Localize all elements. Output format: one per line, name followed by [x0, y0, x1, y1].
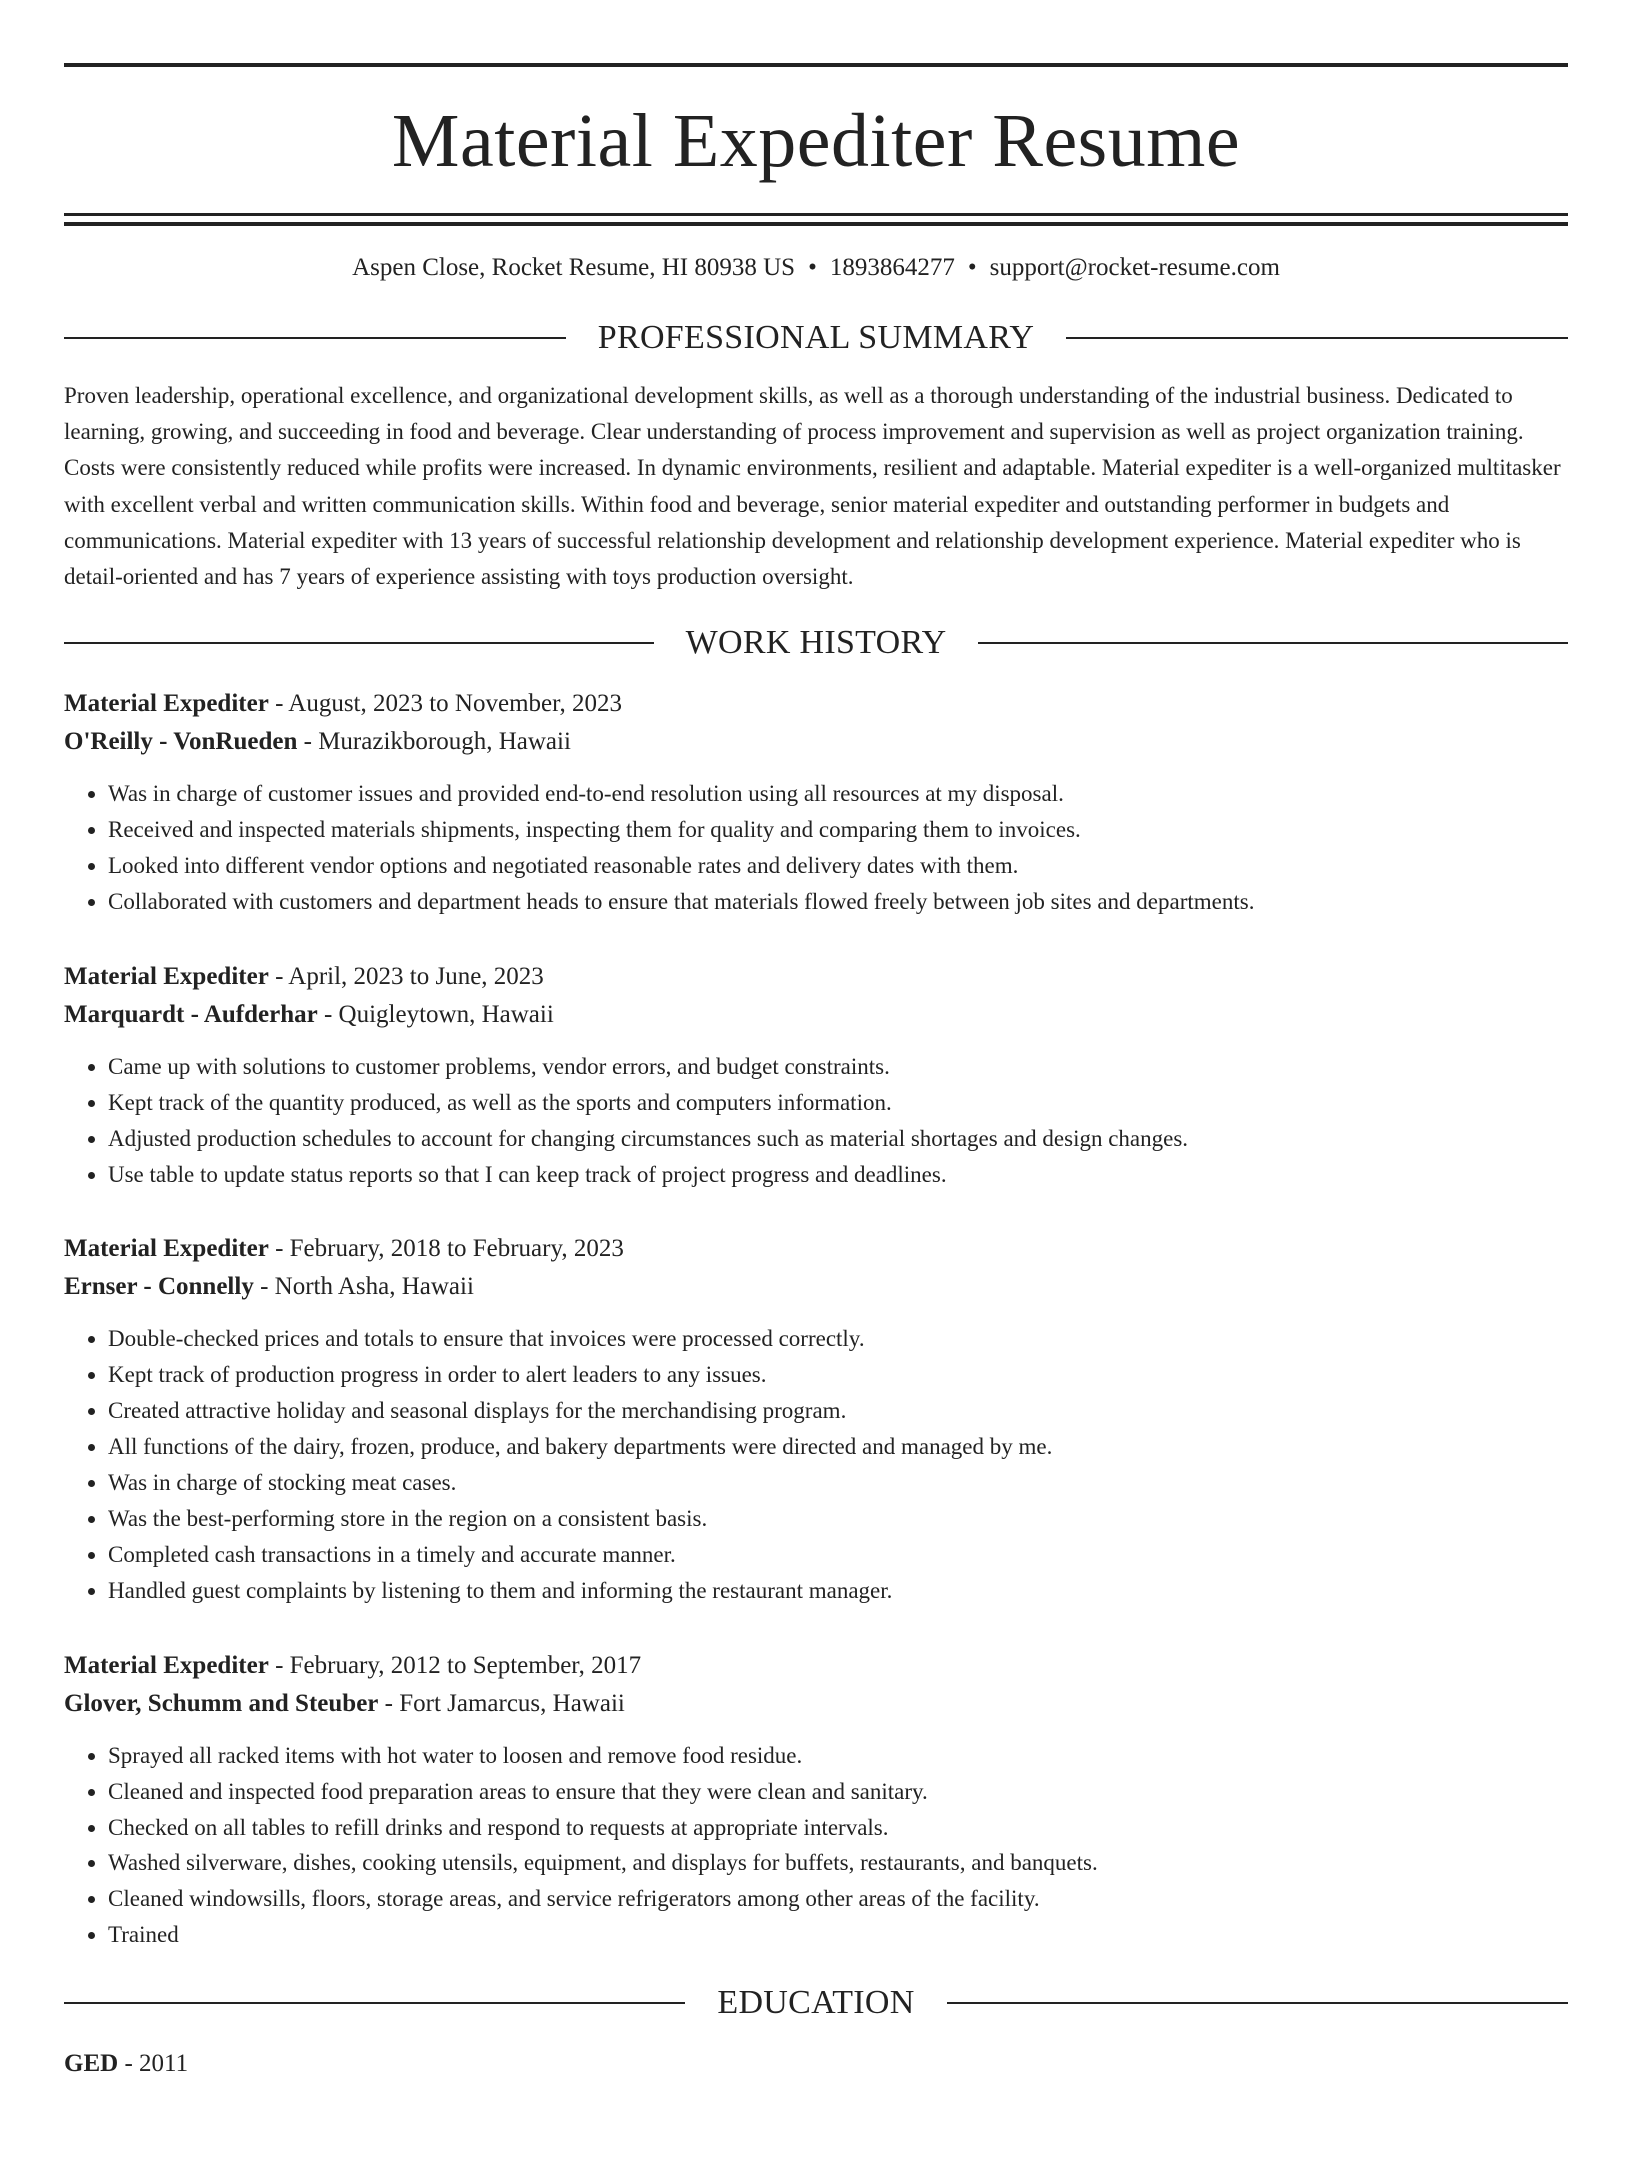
top-rule: [64, 63, 1568, 67]
job-duty-item: • Handled guest complaints by listening to them and informing the restaurant manager.: [108, 1573, 1568, 1609]
job-duty-item: • Use table to update status reports so that I can keep track of project progress and deadlines.: [108, 1157, 1568, 1193]
job-location: - Murazikborough, Hawaii: [297, 728, 571, 756]
contact-phone: 1893864277: [829, 254, 955, 281]
job-list: [64, 685, 1568, 1953]
job-duties-list: [64, 1321, 1568, 1608]
job-duties-list: [64, 1049, 1568, 1193]
job-duty-item: • Completed cash transactions in a timely and accurate manner.: [108, 1537, 1568, 1573]
job-duty-item: • Was the best-performing store in the region on a consistent basis.: [108, 1501, 1568, 1537]
job-company: Glover, Schumm and Steuber: [64, 1689, 379, 1717]
education-heading: [64, 1983, 1568, 2023]
job-duty-item: • Sprayed all racked items with hot water to loosen and remove food residue.: [108, 1738, 1568, 1774]
job-location: - Quigleytown, Hawaii: [317, 1000, 554, 1028]
job-duty-item: • Created attractive holiday and seasonal displays for the merchandising program.: [108, 1393, 1568, 1429]
contact-line: [64, 252, 1568, 284]
heading-rule-right: [947, 2002, 1568, 2004]
job-title: Material Expediter: [64, 1651, 269, 1679]
education-heading-label: EDUCATION: [717, 1984, 915, 2022]
heading-rule-right: [978, 642, 1568, 644]
contact-address: Aspen Close, Rocket Resume, HI 80938 US: [352, 254, 796, 281]
job-dates: - February, 2018 to February, 2023: [268, 1235, 624, 1263]
job-duty-item: • Cleaned and inspected food preparation areas to ensure that they were clean and sanitary.: [108, 1774, 1568, 1810]
job-duty-item: • Trained: [108, 1917, 1568, 1953]
job-company-line: [64, 1685, 1568, 1723]
contact-email: support@rocket-resume.com: [989, 254, 1280, 281]
job-duty-item: • Received and inspected materials shipments, inspecting them for quality and comparing them to invoices.: [108, 812, 1568, 848]
job-title-line: [64, 958, 1568, 996]
job-company: Ernser - Connelly: [64, 1273, 254, 1301]
work-history-heading: [64, 623, 1568, 663]
job-title-line: [64, 1230, 1568, 1268]
job-location: - North Asha, Hawaii: [253, 1273, 474, 1301]
job-company: Marquardt - Aufderhar: [64, 1000, 318, 1028]
job-duty-item: • Looked into different vendor options and negotiated reasonable rates and delivery dates with them.: [108, 848, 1568, 884]
job-title-line: [64, 1647, 1568, 1685]
job-duty-item: • Kept track of production progress in order to alert leaders to any issues.: [108, 1357, 1568, 1393]
job-title-line: [64, 685, 1568, 723]
job-duty-item: • Checked on all tables to refill drinks and respond to requests at appropriate intervals.: [108, 1810, 1568, 1846]
job-duty-item: • Kept track of the quantity produced, as well as the sports and computers information.: [108, 1085, 1568, 1121]
job-entry: [64, 1647, 1568, 1953]
job-entry: [64, 958, 1568, 1193]
job-duty-item: • Double-checked prices and totals to ensure that invoices were processed correctly.: [108, 1321, 1568, 1357]
job-duty-item: • Was in charge of stocking meat cases.: [108, 1465, 1568, 1501]
heading-rule-left: [64, 642, 654, 644]
contact-separator: •: [967, 254, 977, 281]
job-duty-item: • Collaborated with customers and department heads to ensure that materials flowed freely between job sites and departments.: [108, 884, 1568, 920]
education-degree: GED: [64, 2050, 119, 2078]
education-entry: [64, 2047, 1568, 2081]
job-duties-list: [64, 1738, 1568, 1953]
job-duty-item: • Cleaned windowsills, floors, storage areas, and service refrigerators among other areas of the facility.: [108, 1881, 1568, 1917]
heading-rule-left: [64, 2002, 685, 2004]
job-duty-item: • Washed silverware, dishes, cooking utensils, equipment, and displays for buffets, restaurants, and banquets.: [108, 1845, 1568, 1881]
job-entry: [64, 1230, 1568, 1608]
heading-rule-right: [1066, 337, 1568, 339]
job-dates: - February, 2012 to September, 2017: [268, 1651, 642, 1679]
title-double-rule: [64, 213, 1568, 226]
work-history-heading-label: WORK HISTORY: [685, 624, 947, 662]
resume-title: Material Expediter Resume: [391, 99, 1241, 183]
summary-heading: [64, 318, 1568, 358]
job-entry: [64, 685, 1568, 920]
job-duty-item: • Was in charge of customer issues and provided end-to-end resolution using all resources at my disposal.: [108, 776, 1568, 812]
job-duty-item: • Adjusted production schedules to account for changing circumstances such as material shortages and design changes.: [108, 1121, 1568, 1157]
job-title: Material Expediter: [64, 690, 269, 718]
resume-page: [0, 63, 1632, 2175]
contact-separator: •: [808, 254, 817, 281]
job-duty-item: • All functions of the dairy, frozen, produce, and bakery departments were directed and managed by me.: [108, 1429, 1568, 1465]
job-company-line: [64, 996, 1568, 1034]
summary-heading-label: PROFESSIONAL SUMMARY: [597, 319, 1035, 356]
education-year: - 2011: [118, 2050, 189, 2078]
job-dates: - August, 2023 to November, 2023: [268, 690, 622, 718]
job-duties-list: [64, 776, 1568, 920]
job-company: O'Reilly - VonRueden: [64, 728, 298, 756]
job-company-line: [64, 1268, 1568, 1306]
job-location: - Fort Jamarcus, Hawaii: [378, 1689, 625, 1717]
summary-text: Proven leadership, operational excellence, and organizational development skills, as well as a thorough understanding of the industrial business. Dedicated to learning, growing, and succeeding in food and beverage. Clear understanding of process improvement and supervision as well as project organization training. Costs were consistently reduced while profits were increased. In dynamic environments, resilient and adaptable. Material expediter is a well-organized multitasker with excellent verbal and written communication skills. Within food and beverage, senior material expediter and outstanding performer in budgets and communications. Material expediter with 13 years of successful relationship development and relationship development experience. Material expediter who is detail-oriented and has 7 years of experience assisting with toys production oversight.: [64, 383, 1561, 590]
job-company-line: [64, 723, 1568, 761]
heading-rule-left: [64, 337, 566, 339]
job-duty-item: • Came up with solutions to customer problems, vendor errors, and budget constraints.: [108, 1049, 1568, 1085]
job-title: Material Expediter: [64, 1235, 269, 1263]
job-title: Material Expediter: [64, 962, 269, 990]
job-dates: - April, 2023 to June, 2023: [268, 962, 544, 990]
